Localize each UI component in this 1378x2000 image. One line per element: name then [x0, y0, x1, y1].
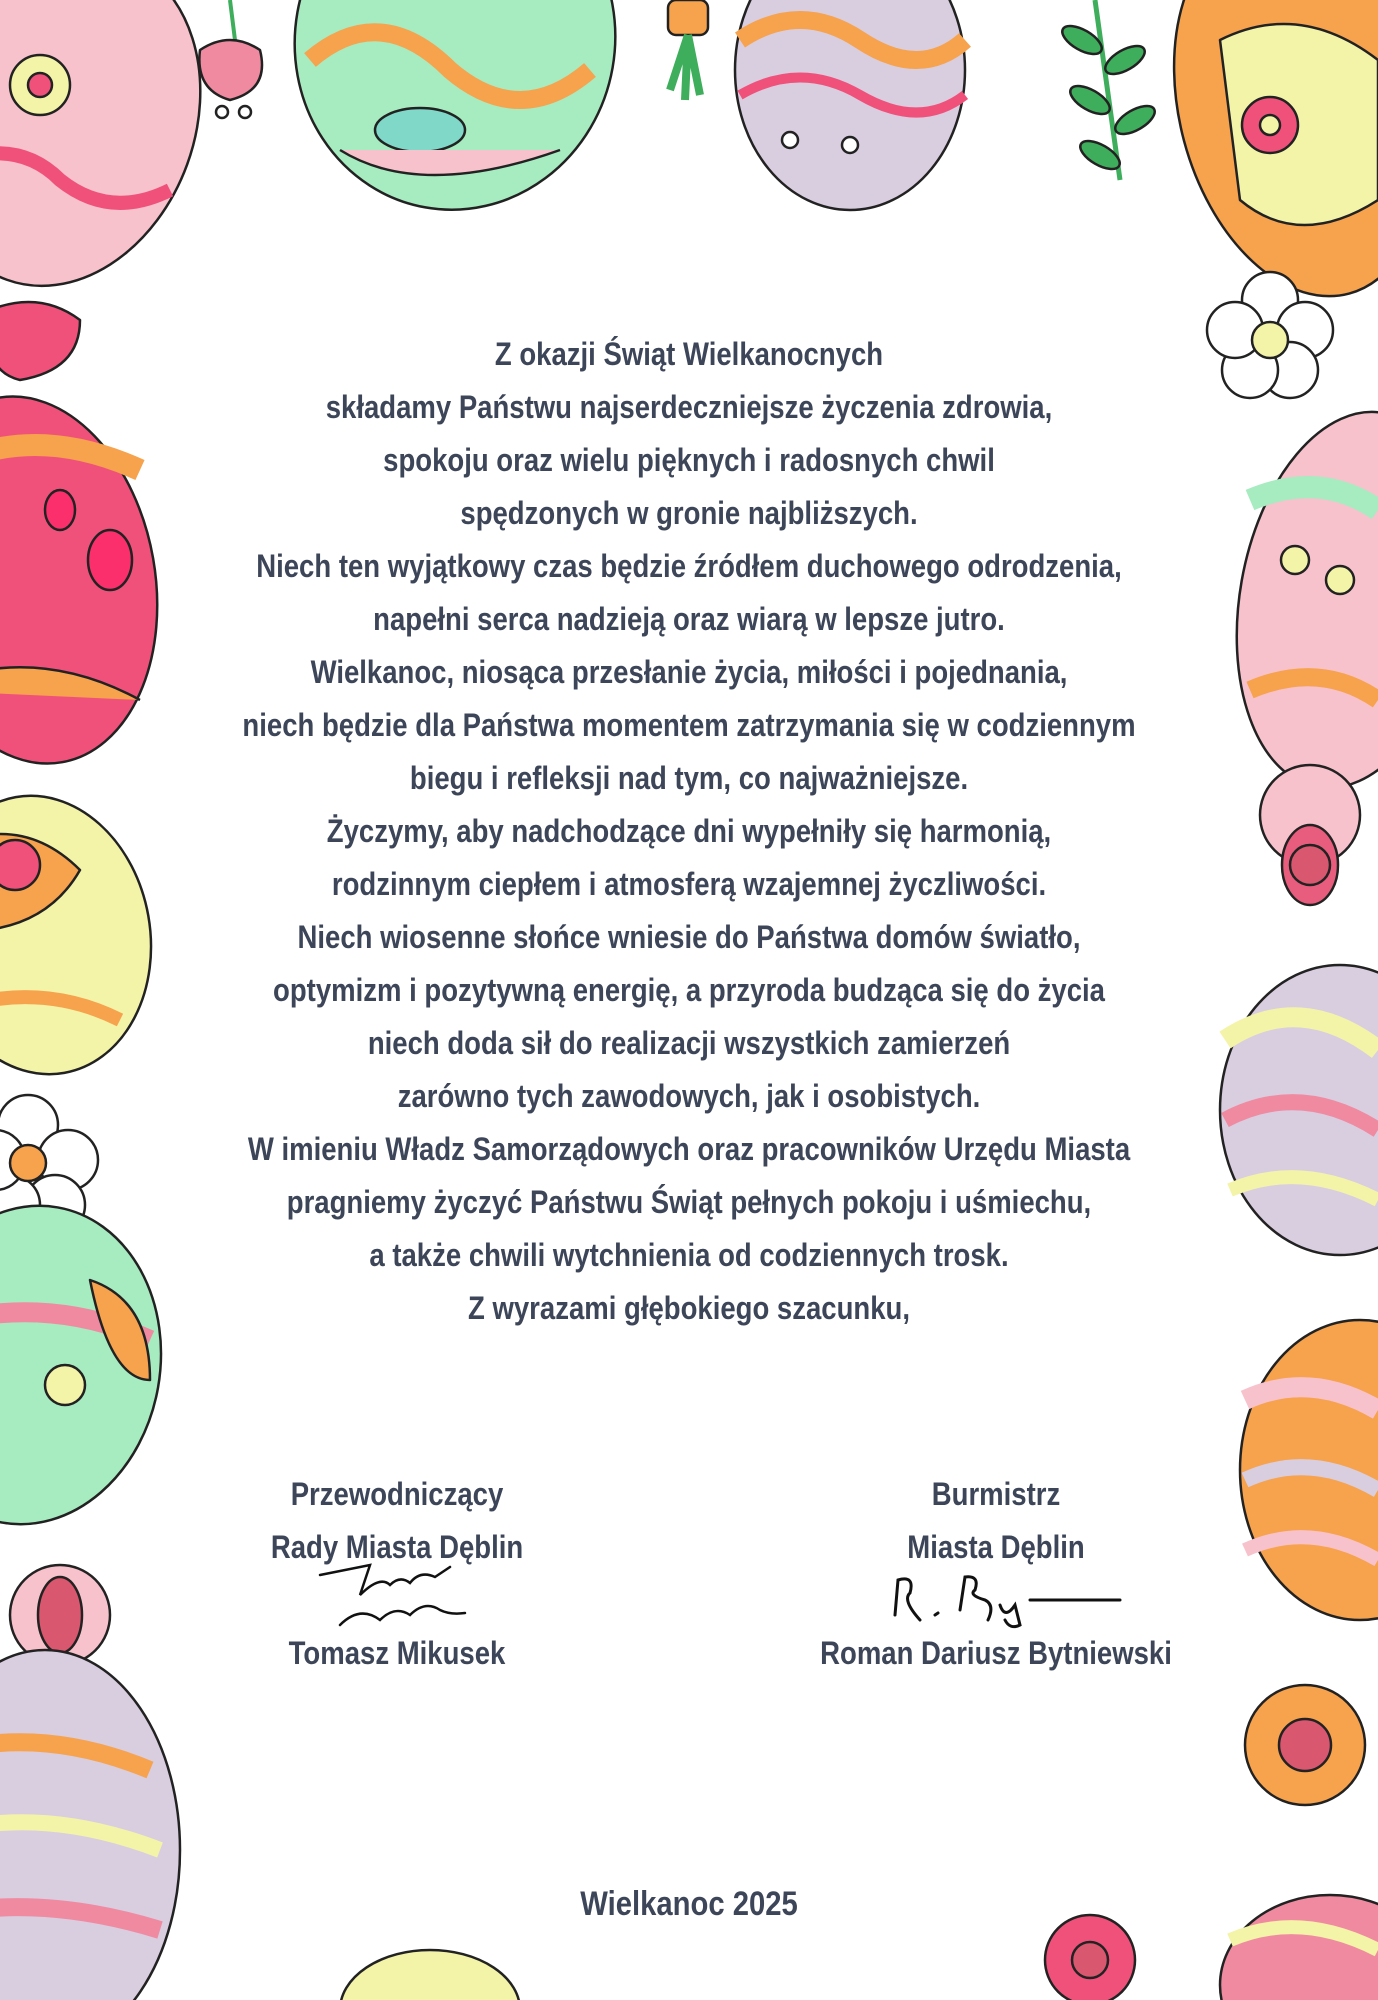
handwritten-signature-right	[880, 1565, 1130, 1635]
footer-date: Wielkanoc 2025	[580, 1885, 798, 1923]
greeting-line: optymizm i pozytywną energię, a przyroda budząca się do życia	[273, 972, 1105, 1008]
greeting-line: Niech ten wyjątkowy czas będzie źródłem duchowego odrodzenia,	[256, 548, 1122, 584]
handwritten-signature-left	[300, 1555, 480, 1655]
greeting-line: spokoju oraz wielu pięknych i radosnych chwil	[383, 442, 995, 478]
greeting-line: a także chwili wytchnienia od codziennych trosk.	[369, 1237, 1009, 1273]
signatory-title: Rady Miasta Dęblin	[270, 1529, 524, 1565]
greeting-line: W imieniu Władz Samorządowych oraz pracowników Urzędu Miasta	[247, 1131, 1131, 1167]
easter-egg-icon	[340, 1950, 520, 2000]
greeting-line: zarówno tych zawodowych, jak i osobistych.	[397, 1078, 981, 1114]
greeting-line: Niech wiosenne słońce wniesie do Państwa domów światło,	[297, 919, 1081, 955]
greeting-line: Z wyrazami głębokiego szacunku,	[468, 1290, 910, 1326]
easter-egg-icon	[1240, 1320, 1378, 1620]
greeting-text	[225, 328, 1152, 1335]
greeting-line: biegu i refleksji nad tym, co najważniejsze.	[409, 760, 969, 796]
signatory-name: Tomasz Mikusek	[288, 1635, 506, 1671]
easter-egg-icon	[0, 1185, 186, 1545]
leaf-sprig-icon	[1058, 0, 1159, 180]
easter-egg-icon	[0, 376, 185, 784]
greeting-line: spędzonych w gronie najbliższych.	[460, 495, 918, 531]
greeting-line: składamy Państwu najserdeczniejsze życzenia zdrowia,	[325, 389, 1053, 425]
tulip-icon	[199, 0, 262, 118]
flower-icon	[1045, 1915, 1135, 2000]
greeting-line: niech będzie dla Państwa momentem zatrzymania się w codziennym	[242, 707, 1136, 743]
greeting-line: niech doda sił do realizacji wszystkich zamierzeń	[367, 1025, 1011, 1061]
easter-egg-icon	[1220, 1895, 1378, 2000]
greeting-line: Z okazji Świąt Wielkanocnych	[494, 336, 884, 372]
greeting-line: Wielkanoc, niosąca przesłanie życia, miłości i pojednania,	[310, 654, 1068, 690]
easter-egg-icon	[0, 1650, 180, 2000]
flower-icon	[1260, 765, 1360, 905]
easter-egg-icon	[268, 0, 642, 235]
signatory-title: Przewodniczący	[290, 1476, 504, 1512]
greeting-line: rodzinnym ciepłem i atmosferą wzajemnej życzliwości.	[331, 866, 1047, 902]
greeting-line: napełni serca nadzieją oraz wiarą w lepsze jutro.	[373, 601, 1005, 637]
carrot-icon	[668, 0, 708, 100]
signatory-name: Roman Dariusz Bytniewski	[820, 1635, 1172, 1671]
easter-egg-icon	[1209, 394, 1378, 806]
signatory-title: Burmistrz	[931, 1476, 1061, 1512]
flower-icon	[1245, 1685, 1365, 1805]
greeting-line: pragniemy życzyć Państwu Świąt pełnych pokoju i uśmiechu,	[286, 1184, 1092, 1220]
easter-egg-icon	[0, 778, 173, 1092]
signatory-title: Miasta Dęblin	[907, 1529, 1085, 1565]
flower-bud-icon	[0, 302, 80, 380]
easter-egg-icon	[735, 0, 965, 210]
greeting-line: Życzymy, aby nadchodzące dni wypełniły się harmonią,	[326, 813, 1052, 849]
easter-egg-icon	[1220, 965, 1378, 1255]
